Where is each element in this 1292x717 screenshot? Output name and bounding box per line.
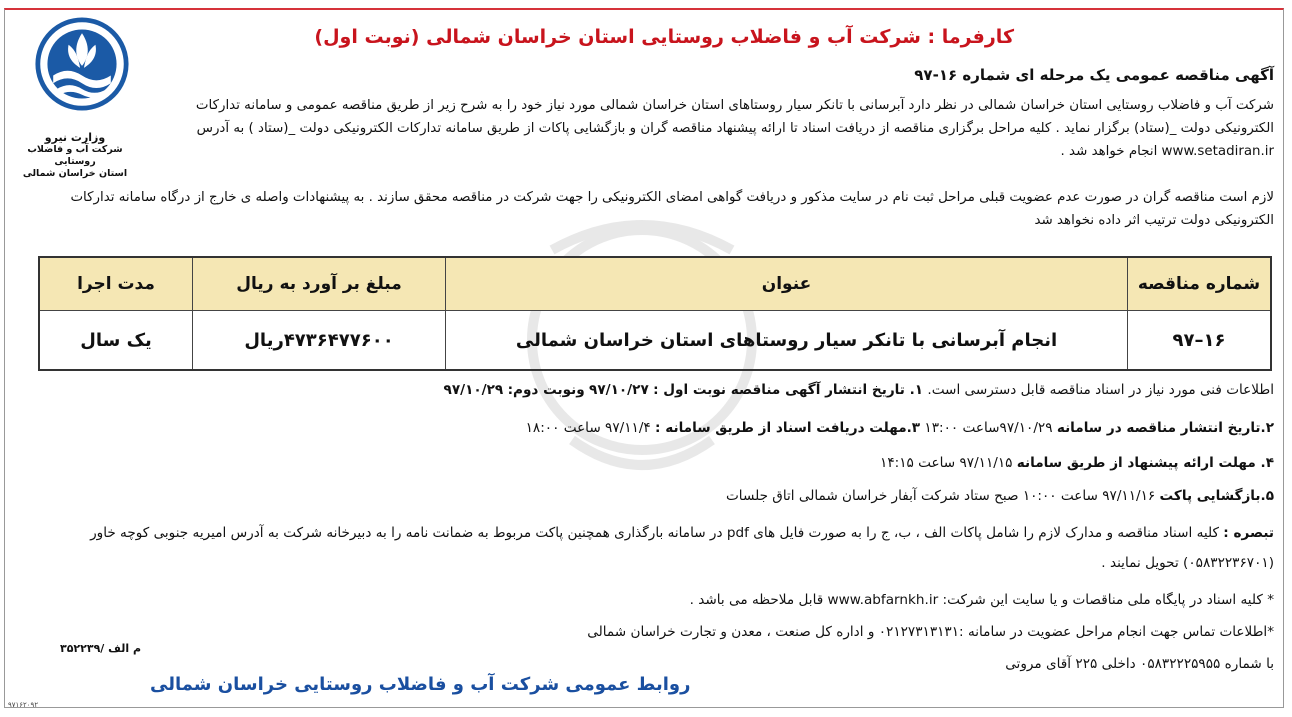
intro-paragraph: شرکت آب و فاضلاب روستایی استان خراسان شمالی در نظر دارد آبرسانی با تانکر سیار روستاهای استان خراسان شمالی مورد نیاز خود را به شرح زیر از طریق مناقصه عمومی و سامانه تدارکات الکترونیکی دولت _(ستاد) برگزار نماید . کلیه مراحل برگزاری مناقصه از دریافت اسناد تا ارائه پیشنهاد مناقصه گران و بازگشایی پاکات از طریق سامانه تدارکات الکترونیکی دولت _(ستاد ) به آدرس www.setadiran.ir انجام خواهد شد .: [195, 98, 1274, 159]
detail-line-2: ۲.تاریخ انتشار مناقصه در سامانه ۹۷/۱۰/۲۹ساعت ۱۳:۰۰ ۳.مهلت دریافت اسناد از طریق سامانه : ۹۷/۱۱/۴ ساعت ۱۸:۰۰: [525, 420, 1274, 436]
logo-caption: وزارت نیرو شرکت آب و فاضلاب روستایی استان خراسان شمالی: [22, 131, 128, 179]
public-relations-signature: روابط عمومی شرکت آب و فاضلاب روستایی خراسان شمالی: [150, 674, 691, 695]
header-tender-number: شماره مناقصه: [1128, 257, 1272, 311]
contact-line-2: با شماره ۰۵۸۳۲۲۲۵۹۵۵ داخلی ۲۲۵ آقای مروتی: [1005, 656, 1274, 672]
cell-tender-number: ۱۶–۹۷: [1128, 311, 1272, 371]
company-logo-icon: [34, 14, 130, 114]
header-duration: مدت اجرا: [39, 257, 193, 311]
table-header-row: [39, 257, 1271, 311]
detail-line-3: ۴. مهلت ارائه پیشنهاد از طریق سامانه ۹۷/۱۱/۱۵ ساعت ۱۴:۱۵: [880, 455, 1274, 471]
detail-line-1: اطلاعات فنی مورد نیاز در اسناد مناقصه قابل دسترسی است. ۱. تاریخ انتشار آگهی مناقصه نوبت اول : ۹۷/۱۰/۲۷ ونوبت دوم: ۹۷/۱۰/۲۹: [443, 382, 1274, 398]
notice-title: کارفرما : شرکت آب و فاضلاب روستایی استان خراسان شمالی (نوبت اول): [314, 26, 1014, 48]
detail-line-4: ۵.بازگشایی پاکت ۹۷/۱۱/۱۶ ساعت ۱۰:۰۰ صبح ستاد شرکت آبفار خراسان شمالی اتاق جلسات: [726, 488, 1274, 504]
cell-estimate: ۴۷۳۶۴۷۷۶۰۰ریال: [193, 311, 446, 371]
contact-line-1: *اطلاعات تماس جهت انجام مراحل عضویت در سامانه :۰۲۱۲۷۳۱۳۱۳۱ و اداره کل صنعت ، معدن و تجارت خراسان شمالی: [587, 624, 1274, 640]
ad-reference: م الف /۳۵۲۲۳۹: [60, 642, 142, 655]
tender-table: [38, 256, 1272, 371]
cell-title: انجام آبرسانی با تانکر سیار روستاهای استان خراسان شمالی: [446, 311, 1128, 371]
header-title: عنوان: [446, 257, 1128, 311]
requirement-paragraph: لازم است مناقصه گران در صورت عدم عضویت قبلی مراحل ثبت نام در سایت مذکور و دریافت گواهی امضای الکترونیکی را جهت شرکت در مناقصه محقق سازند . به پیشنهادات واصله ی خارج از درگاه سامانه تدارکات الکترونیکی دولت ترتیب اثر داده نخواهد شد: [70, 190, 1274, 228]
cell-duration: یک سال: [39, 311, 193, 371]
docs-line: * کلیه اسناد در پایگاه ملی مناقصات و یا سایت این شرکت: www.abfarnkh.ir قابل ملاحظه می باشد .: [689, 592, 1274, 608]
notice-subtitle: آگهی مناقصه عمومی یک مرحله ای شماره ۱۶-۹۷: [914, 66, 1274, 84]
header-estimate: مبلغ بر آورد به ریال: [193, 257, 446, 311]
print-code: ۹۷۱۶۲۰۹۲: [8, 701, 39, 709]
table-row: [39, 311, 1271, 371]
note-paragraph: تبصره : کلیه اسناد مناقصه و مدارک لازم را شامل پاکات الف ، ب، ج را به صورت فایل های pdf در سامانه بارگذاری همچنین پاکت مربوط به ضمانت نامه را به دبیرخانه شرکت به آدرس امیریه جنوبی کوچه خاور (۰۵۸۳۲۲۳۶۷۰۱) تحویل نمایند .: [90, 525, 1274, 571]
